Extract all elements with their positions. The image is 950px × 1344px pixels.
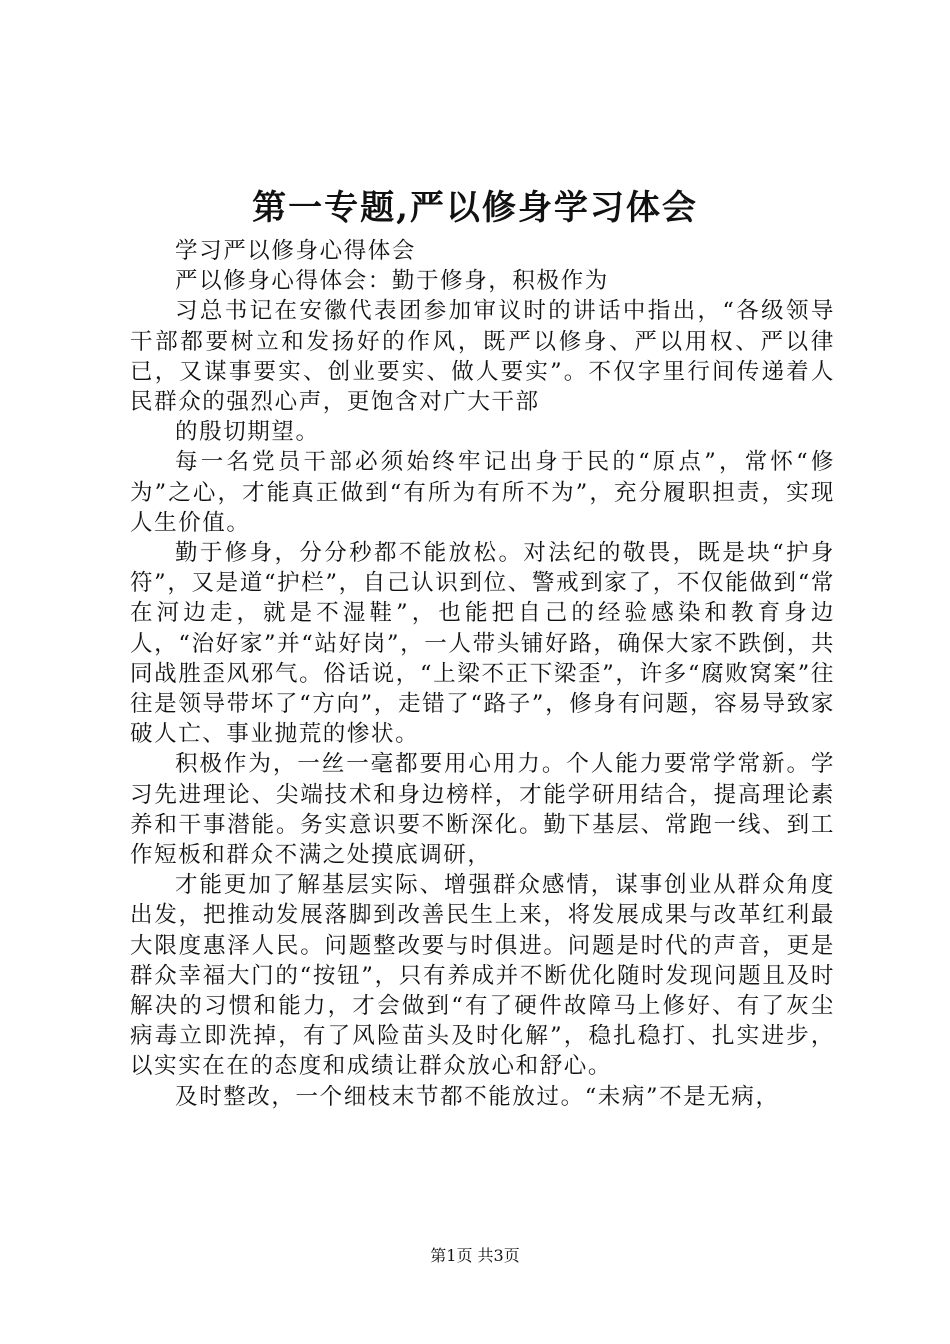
paragraph: 的殷切期望。 bbox=[175, 419, 320, 446]
paragraph: 勤于修身，分分秒都不能放松。对法纪的敬畏，既是块“护身符”，又是道“护栏”，自己认识到位、警戒到家了，不仅能做到“常在河边走，就是不湿鞋”，也能把自己的经验感染和教育身边人，“治好家”并“站好岗”，一人带头铺好路，确保大家不跌倒，共同战胜歪风邪气。俗话说，“上梁不正下梁歪”，许多“腐败窝案”往往是领导带坏了“方向”，走错了“路子”，修身有问题，容易导致家破人亡、事业抛荒的惨状。 bbox=[130, 540, 835, 748]
page-footer: 第1页 共3页 bbox=[430, 1246, 520, 1265]
paragraph: 每一名党员干部必须始终牢记出身于民的“原点”，常怀“修为”之心，才能真正做到“有所为有所不为”，充分履职担责，实现人生价值。 bbox=[130, 449, 835, 536]
paragraph: 习总书记在安徽代表团参加审议时的讲话中指出，“各级领导干部都要树立和发扬好的作风，既严以修身、严以用权、严以律已，又谋事要实、创业要实、做人要实”。不仅字里行间传递着人民群众的强烈心声，更饱含对广大干部 bbox=[130, 298, 835, 416]
paragraph: 才能更加了解基层实际、增强群众感情，谋事创业从群众角度出发，把推动发展落脚到改善民生上来，将发展成果与改革红利最大限度惠泽人民。问题整改要与时俱进。问题是时代的声音，更是群众幸福大门的“按钮”，只有养成并不断优化随时发现问题且及时解决的习惯和能力，才会做到“有了硬件故障马上修好、有了灰尘病毒立即洗掉，有了风险苗头及时化解”，稳扎稳打、扎实进步，以实实在在的态度和成绩让群众放心和舒心。 bbox=[130, 872, 835, 1080]
document-body bbox=[130, 236, 835, 1112]
paragraph: 及时整改，一个细枝末节都不能放过。“未病”不是无病， bbox=[175, 1083, 780, 1110]
paragraph: 学习严以修身心得体会 bbox=[175, 238, 417, 264]
document-title: 第一专题,严以修身学习体会 bbox=[252, 188, 698, 228]
paragraph: 积极作为，一丝一毫都要用心用力。个人能力要常学常新。学习先进理论、尖端技术和身边榜样，才能学研用结合，提高理论素养和干事潜能。务实意识要不断深化。勤下基层、常跑一线、到工作短板和群众不满之处摸底调研， bbox=[130, 751, 835, 869]
paragraph: 严以修身心得体会：勤于修身，积极作为 bbox=[175, 268, 609, 295]
